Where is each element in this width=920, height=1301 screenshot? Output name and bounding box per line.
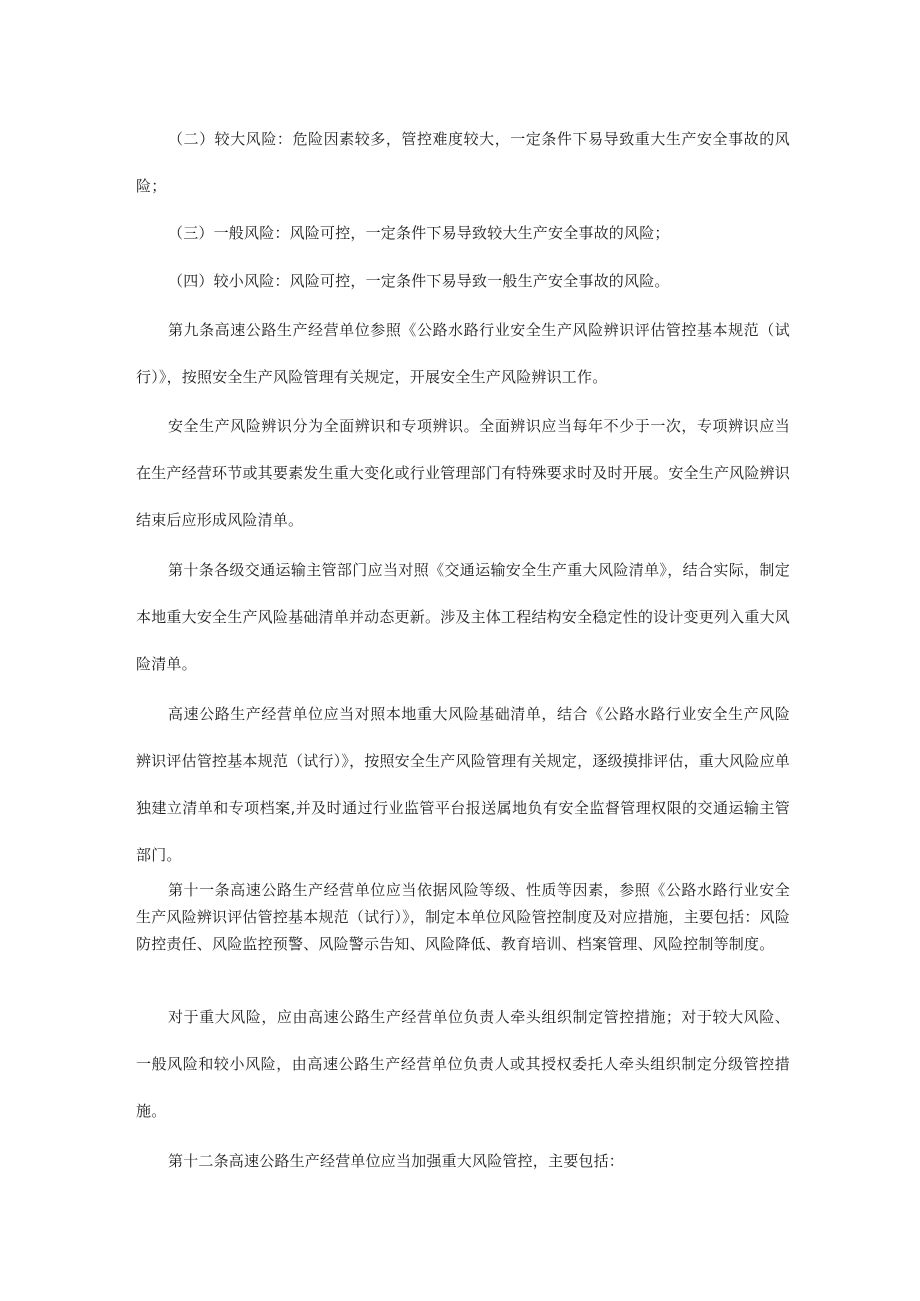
paragraph-risk-control-responsibility: 对于重大风险，应由高速公路生产经营单位负责人牵头组织制定管控措施；对于较大风险、一般风险和较小风险，由高速公路生产经营单位负责人或其授权委托人牵头组织制定分级管控措施。: [136, 1008, 790, 1120]
paragraph-general-risk: （三）一般风险：风险可控，一定条件下易导致较大生产安全事故的风险；: [168, 224, 670, 242]
paragraph-article-9: 第九条高速公路生产经营单位参照《公路水路行业安全生产风险辨识评估管控基本规范（试行）》，按照安全生产风险管理有关规定，开展安全生产风险辨识工作。: [136, 321, 790, 386]
paragraph-article-10: 第十条各级交通运输主管部门应当对照《交通运输安全生产重大风险清单》，结合实际，制定本地重大安全生产风险基础清单并动态更新。涉及主体工程结构安全稳定性的设计变更列入重大风险清单。: [136, 561, 790, 673]
paragraph-major-risk: （二）较大风险：危险因素较多，管控难度较大，一定条件下易导致重大生产安全事故的风险；: [136, 130, 790, 195]
paragraph-operator-risk-list: 高速公路生产经营单位应当对照本地重大风险基础清单，结合《公路水路行业安全生产风险辨识评估管控基本规范（试行）》，按照安全生产风险管理有关规定，逐级摸排评估，重大风险应单独建立清单和专项档案,并及时通过行业监管平台报送属地负有安全监督管理权限的交通运输主管部门。: [136, 705, 790, 864]
paragraph-article-12: 第十二条高速公路生产经营单位应当加强重大风险管控，主要包括：: [168, 1152, 625, 1170]
paragraph-article-11: 第十一条高速公路生产经营单位应当依据风险等级、性质等因素，参照《公路水路行业安全生产风险辨识评估管控基本规范（试行）》，制定本单位风险管控制度及对应措施，主要包括：风险防控责任、风险监控预警、风险警示告知、风险降低、教育培训、档案管理、风险控制等制度。: [136, 881, 790, 953]
paragraph-minor-risk: （四）较小风险：风险可控，一定条件下易导致一般生产安全事故的风险。: [168, 272, 670, 290]
paragraph-risk-identification: 安全生产风险辨识分为全面辨识和专项辨识。全面辨识应当每年不少于一次，专项辨识应当在生产经营环节或其要素发生重大变化或行业管理部门有特殊要求时及时开展。安全生产风险辨识结束后应形成风险清单。: [136, 417, 790, 529]
